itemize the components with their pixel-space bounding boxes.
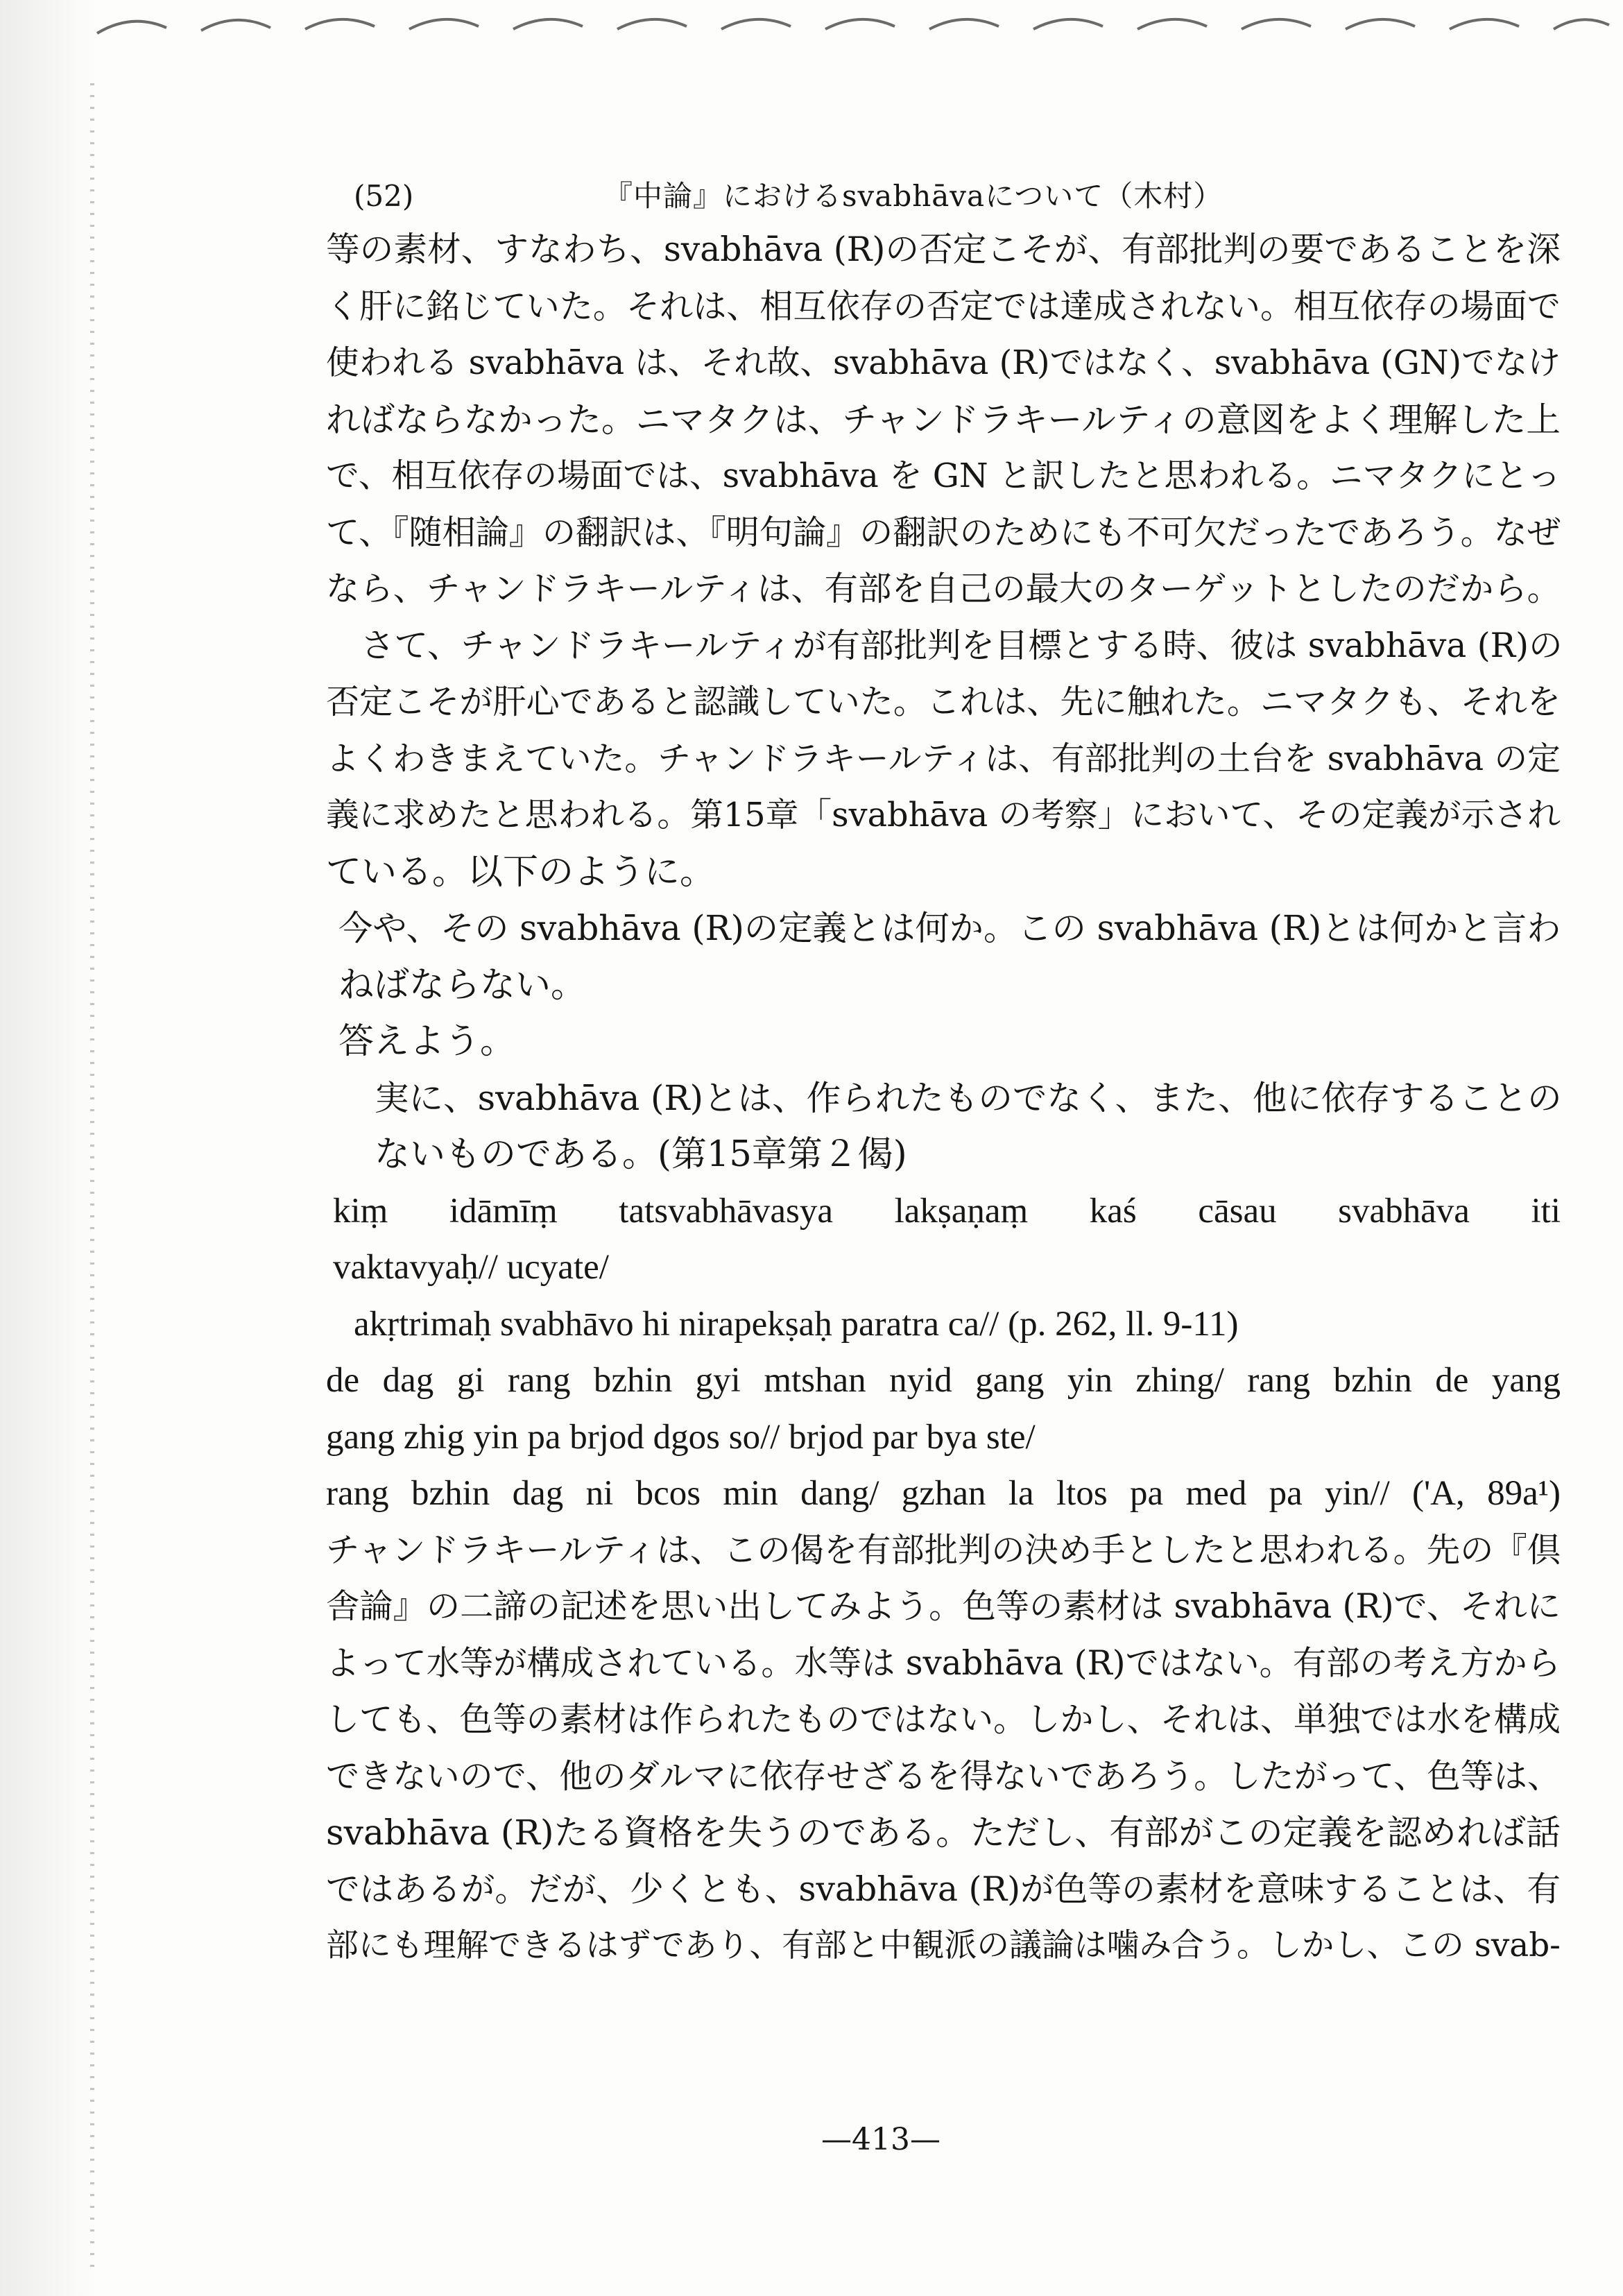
text-line: 等の素材、すなわち、svabhāva (R)の否定こそが、有部批判の要であることを深 bbox=[326, 230, 1561, 269]
quote-line: 今や、その svabhāva (R)の定義とは何か。この svabhāva (R)とは何かと言わ bbox=[338, 908, 1561, 948]
binder-arch bbox=[617, 19, 687, 29]
body-text bbox=[326, 222, 1561, 1975]
binder-arch bbox=[513, 19, 583, 29]
text-line: svabhāva (R)たる資格を失うのである。ただし、有部がこの定義を認めれば話 bbox=[326, 1813, 1561, 1853]
binder-arch bbox=[825, 19, 895, 29]
text-line: なら、チャンドラキールティは、有部を自己の最大のターゲットとしたのだから。 bbox=[326, 569, 1561, 608]
text-line: しても、色等の素材は作られたものではない。しかし、それは、単独では水を構成 bbox=[326, 1700, 1561, 1739]
text-line: チャンドラキールティは、この偈を有部批判の決め手としたと思われる。先の『倶 bbox=[326, 1530, 1561, 1570]
binder-arch bbox=[1450, 19, 1519, 29]
text-line: ている。以下のように。 bbox=[326, 851, 716, 893]
text-line: ではあるが。だが、少くとも、svabhāva (R)が色等の素材を意味することは、有 bbox=[326, 1869, 1561, 1909]
text-line: よって水等が構成されている。水等は svabhāva (R)ではない。有部の考え方から bbox=[326, 1643, 1561, 1683]
binder-arch bbox=[305, 19, 375, 29]
binder-arch bbox=[97, 22, 166, 33]
text-line: できないので、他のダルマに依存せざるを得ないであろう。したがって、色等は、 bbox=[326, 1756, 1561, 1796]
verse-line: 実に、svabhāva (R)とは、作られたものでなく、また、他に依存することの bbox=[375, 1077, 1562, 1118]
page-folio: —413— bbox=[821, 2122, 941, 2157]
scan-binding-speckle bbox=[90, 83, 94, 2268]
binder-arch bbox=[1242, 19, 1311, 29]
binder-arch bbox=[721, 19, 791, 29]
sanskrit-line: vaktavyaḥ// ucyate/ bbox=[333, 1248, 609, 1287]
text-line: 使われる svabhāva は、それ故、svabhāva (R)ではなく、svabhāva (GN)でなけ bbox=[326, 344, 1561, 382]
binder-arch bbox=[929, 19, 999, 29]
text-line: 否定こそが肝心であると認識していた。これは、先に触れた。ニマタクも、それを bbox=[326, 683, 1561, 721]
text-line: で、相互依存の場面では、svabhāva を GN と訳したと思われる。ニマタクにとっ bbox=[326, 457, 1561, 495]
text-line: ればならなかった。ニマタクは、チャンドラキールティの意図をよく理解した上 bbox=[326, 399, 1561, 440]
binder-arch bbox=[1554, 19, 1609, 29]
text-line: 部にも理解できるはずであり、有部と中観派の議論は噛み合う。しかし、この svab- bbox=[326, 1927, 1561, 1964]
binder-arch bbox=[1137, 19, 1207, 29]
tibetan-line: de dag gi rang bzhin gyi mtshan nyid gang yin zhing/ rang bzhin de yang bbox=[326, 1361, 1561, 1400]
quote-line: ねばならない。 bbox=[338, 964, 587, 1006]
binder-arch bbox=[1033, 19, 1103, 29]
text-line: 義に求めたと思われる。第15章「svabhāva の考察」において、その定義が示され bbox=[326, 796, 1561, 834]
running-header bbox=[326, 172, 1505, 221]
scan-binding-shadow bbox=[0, 0, 97, 2296]
text-line: く肝に銘じていた。それは、相互依存の否定では達成されない。相互依存の場面で bbox=[326, 286, 1561, 326]
binder-arch bbox=[409, 19, 479, 29]
binder-hole-arches bbox=[0, 0, 1623, 49]
binder-arch bbox=[201, 20, 270, 31]
text-line: て、『随相論』の翻訳は、『明句論』の翻訳のためにも不可欠だったであろう。なぜ bbox=[326, 513, 1561, 552]
tibetan-line: rang bzhin dag ni bcos min dang/ gzhan la ltos pa med pa yin// ('A, 89a¹) bbox=[326, 1474, 1561, 1513]
sanskrit-line: kiṃ idāmīṃ tatsvabhāvasya lakṣaṇaṃ kaś cāsau svabhāva iti bbox=[333, 1191, 1561, 1231]
running-title: 『中論』におけるsvabhāvaについて（木村） bbox=[603, 179, 1223, 213]
page-number: (52) bbox=[354, 179, 414, 213]
binder-arch bbox=[1346, 19, 1415, 29]
text-line: 舎論』の二諦の記述を思い出してみよう。色等の素材は svabhāva (R)で、それに bbox=[326, 1587, 1561, 1626]
paragraph-first-line: さて、チャンドラキールティが有部批判を目標とする時、彼は svabhāva (R)の bbox=[361, 626, 1563, 665]
text-line: よくわきまえていた。チャンドラキールティは、有部批判の土台を svabhāva の定 bbox=[326, 739, 1561, 778]
quote-line: 答えよう。 bbox=[338, 1021, 516, 1062]
sanskrit-line: akṛtrimaḥ svabhāvo hi nirapekṣaḥ paratra ca// (p. 262, ll. 9-11) bbox=[354, 1304, 1239, 1344]
verse-line: ないものである。(第15章第２偈) bbox=[375, 1134, 907, 1175]
tibetan-line: gang zhig yin pa brjod dgos so// brjod par bya ste/ bbox=[326, 1417, 1036, 1457]
